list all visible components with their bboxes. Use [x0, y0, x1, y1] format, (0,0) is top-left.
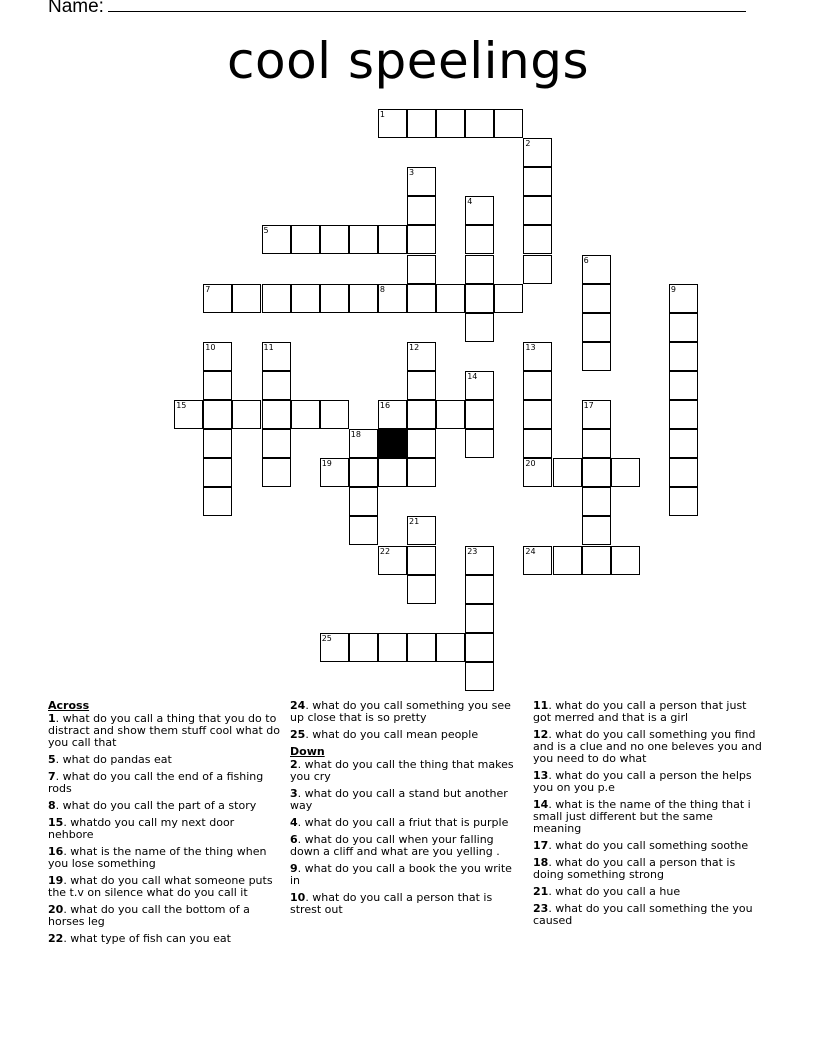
clue-text: . what do you call the bottom of a horses leg	[48, 903, 250, 928]
clue-number: 22	[48, 932, 64, 945]
clue-text: . what do you call a thing that you do to distract and show them stuff cool what do you call that	[48, 712, 280, 749]
cell-number: 24	[525, 546, 536, 556]
clue-text: . what do you call a friut that is purple	[297, 816, 509, 829]
cell-number: 20	[525, 459, 536, 469]
clue-number: 19	[48, 874, 64, 887]
clue-item	[48, 875, 280, 899]
grid-cell[interactable]	[523, 400, 552, 429]
clue-item	[290, 788, 522, 812]
clue-item	[48, 754, 280, 766]
clue-text: . what do you call something the you caused	[533, 902, 753, 927]
grid-cell[interactable]	[611, 458, 640, 487]
across-heading: Across	[48, 699, 90, 712]
grid-cell[interactable]	[320, 633, 349, 662]
grid-cell[interactable]	[378, 284, 407, 313]
grid-cell[interactable]	[669, 400, 698, 429]
grid-cell[interactable]	[407, 109, 436, 138]
grid-cell[interactable]	[669, 313, 698, 342]
grid-cell[interactable]	[582, 487, 611, 516]
grid-cell[interactable]	[407, 371, 436, 400]
grid-cell[interactable]	[523, 342, 552, 371]
clue-text: . what do pandas eat	[55, 753, 172, 766]
grid-cell[interactable]	[407, 342, 436, 371]
grid-cell[interactable]	[582, 516, 611, 545]
clue-item	[48, 846, 280, 870]
clue-number: 25	[290, 728, 306, 741]
clue-text: . what do you call a person that is strest out	[290, 891, 493, 916]
grid-cell[interactable]	[553, 546, 582, 575]
grid-cell[interactable]	[262, 342, 291, 371]
clue-item	[533, 799, 763, 835]
clue-item	[48, 713, 280, 749]
cell-number: 6	[583, 255, 589, 265]
clue-text: . what do you call mean people	[305, 728, 479, 741]
cell-number: 8	[379, 284, 385, 294]
grid-cell[interactable]	[203, 429, 232, 458]
clue-number: 21	[533, 885, 549, 898]
clue-number: 4	[290, 816, 298, 829]
clue-text: . what do you call a book the you write in	[290, 862, 512, 887]
grid-cell[interactable]	[320, 284, 349, 313]
grid-cell[interactable]	[320, 400, 349, 429]
clue-number: 11	[533, 699, 549, 712]
grid-cell[interactable]	[262, 284, 291, 313]
clue-item	[48, 800, 280, 812]
cell-number: 4	[467, 197, 473, 207]
grid-cell[interactable]	[232, 284, 261, 313]
cell-number: 9	[670, 284, 676, 294]
clue-item	[48, 904, 280, 928]
grid-cell[interactable]	[465, 633, 494, 662]
grid-cell[interactable]	[291, 400, 320, 429]
grid-cell[interactable]	[436, 109, 465, 138]
grid-cell[interactable]	[465, 400, 494, 429]
clue-text: . whatdo you call my next door nehbore	[48, 816, 235, 841]
grid-cell[interactable]	[465, 546, 494, 575]
grid-cell[interactable]	[669, 371, 698, 400]
grid-cell[interactable]	[378, 400, 407, 429]
clue-text: . what do you call when your falling down a cliff and what are you yelling .	[290, 833, 500, 858]
grid-cell[interactable]	[378, 458, 407, 487]
grid-cell[interactable]	[465, 284, 494, 313]
grid-cell[interactable]	[553, 458, 582, 487]
clue-number: 5	[48, 753, 56, 766]
grid-cell[interactable]	[320, 458, 349, 487]
clue-text: . what do you call the thing that makes you cry	[290, 758, 514, 783]
grid-cell[interactable]	[349, 429, 378, 458]
clue-text: . what is the name of the thing that i small just different but the same meaning	[533, 798, 751, 835]
clue-number: 1	[48, 712, 56, 725]
clue-item	[533, 729, 763, 765]
grid-cell[interactable]	[203, 342, 232, 371]
grid-cell[interactable]	[669, 458, 698, 487]
clue-number: 3	[290, 787, 298, 800]
cell-number: 14	[467, 371, 478, 381]
cell-number: 21	[409, 517, 420, 527]
grid-cell[interactable]	[407, 255, 436, 284]
clue-text: . what type of fish can you eat	[63, 932, 231, 945]
grid-cell[interactable]	[407, 196, 436, 225]
grid-cell[interactable]	[203, 487, 232, 516]
clue-number: 15	[48, 816, 64, 829]
cell-number: 18	[350, 430, 361, 440]
clue-item	[290, 759, 522, 783]
grid-cell[interactable]	[349, 487, 378, 516]
grid-cell[interactable]	[378, 633, 407, 662]
grid-cell[interactable]	[407, 429, 436, 458]
clue-text: . what is the name of the thing when you lose something	[48, 845, 267, 870]
grid-cell[interactable]	[349, 458, 378, 487]
grid-cell[interactable]	[232, 400, 261, 429]
clue-item	[290, 729, 522, 741]
cell-number: 2	[525, 139, 531, 149]
grid-cell[interactable]	[349, 633, 378, 662]
clue-number: 20	[48, 903, 64, 916]
grid-cell[interactable]	[523, 546, 552, 575]
grid-cell[interactable]	[378, 546, 407, 575]
clues-column-3	[533, 700, 763, 932]
grid-cell[interactable]	[523, 138, 552, 167]
grid-cell[interactable]	[203, 458, 232, 487]
clue-number: 24	[290, 699, 306, 712]
grid-cell[interactable]	[320, 225, 349, 254]
clue-item	[533, 700, 763, 724]
grid-cell[interactable]	[582, 400, 611, 429]
grid-cell[interactable]	[523, 429, 552, 458]
cell-number: 3	[409, 168, 415, 178]
grid-cell[interactable]	[523, 458, 552, 487]
clue-item	[533, 770, 763, 794]
grid-cell[interactable]	[669, 429, 698, 458]
clue-text: . what do you call a person that just got merred and that is a girl	[533, 699, 747, 724]
grid-cell[interactable]	[407, 167, 436, 196]
clue-text: . what do you call a person the helps you on you p.e	[533, 769, 752, 794]
clue-number: 16	[48, 845, 64, 858]
grid-cell[interactable]	[349, 516, 378, 545]
grid-cell[interactable]	[407, 516, 436, 545]
grid-cell[interactable]	[407, 284, 436, 313]
grid-cell[interactable]	[582, 255, 611, 284]
grid-cell[interactable]	[436, 633, 465, 662]
clue-item	[290, 834, 522, 858]
cell-number: 1	[379, 110, 385, 119]
grid-cell[interactable]	[407, 225, 436, 254]
clues-column-1	[48, 700, 280, 950]
grid-cell[interactable]	[523, 255, 552, 284]
grid-cell[interactable]	[349, 225, 378, 254]
grid-cell[interactable]	[203, 284, 232, 313]
cell-number: 15	[176, 401, 187, 410]
clue-text: . what do you call the end of a fishing rods	[48, 770, 264, 795]
grid-cell[interactable]	[523, 225, 552, 254]
cell-number: 22	[379, 546, 391, 556]
grid-cell[interactable]	[523, 167, 552, 196]
grid-cell[interactable]	[582, 458, 611, 487]
grid-cell[interactable]	[407, 546, 436, 575]
grid-cell[interactable]	[669, 487, 698, 516]
grid-cell[interactable]	[174, 400, 203, 429]
grid-cell[interactable]	[582, 313, 611, 342]
grid-cell[interactable]	[262, 429, 291, 458]
clue-text: . what do you call a stand but another way	[290, 787, 508, 812]
clue-number: 17	[533, 839, 549, 852]
grid-cell[interactable]	[582, 546, 611, 575]
clue-text: . what do you call a hue	[548, 885, 681, 898]
clue-text: . what do you call something you see up close that is so pretty	[290, 699, 511, 724]
grid-cell[interactable]	[465, 109, 494, 138]
clues-column-2	[290, 700, 522, 921]
grid-cell[interactable]	[465, 662, 494, 691]
cell-number: 7	[205, 284, 211, 294]
cell-number: 25	[321, 633, 332, 643]
grid-block	[378, 429, 407, 458]
grid-cell[interactable]	[436, 400, 465, 429]
clue-item	[290, 817, 522, 829]
grid-cell[interactable]	[465, 225, 494, 254]
grid-cell[interactable]	[436, 284, 465, 313]
clue-item	[48, 771, 280, 795]
clue-number: 8	[48, 799, 56, 812]
grid-cell[interactable]	[669, 284, 698, 313]
grid-cell[interactable]	[494, 284, 523, 313]
clue-number: 13	[533, 769, 549, 782]
clue-item	[290, 700, 522, 724]
grid-cell[interactable]	[494, 109, 523, 138]
grid-cell[interactable]	[203, 400, 232, 429]
grid-cell[interactable]	[465, 313, 494, 342]
cell-number: 11	[263, 342, 274, 352]
grid-cell[interactable]	[582, 429, 611, 458]
clue-text: . what do you call something you find and is a clue and no one beleves you and you need to do what	[533, 728, 762, 765]
clue-number: 14	[533, 798, 549, 811]
grid-cell[interactable]	[465, 429, 494, 458]
grid-cell[interactable]	[378, 109, 407, 138]
grid-cell[interactable]	[262, 400, 291, 429]
cell-number: 13	[525, 342, 536, 352]
clue-item	[533, 840, 763, 852]
grid-cell[interactable]	[611, 546, 640, 575]
grid-cell[interactable]	[465, 255, 494, 284]
cell-number: 17	[583, 401, 594, 410]
clue-item	[290, 892, 522, 916]
cell-number: 16	[379, 401, 391, 410]
grid-cell[interactable]	[407, 575, 436, 604]
grid-cell[interactable]	[291, 225, 320, 254]
grid-cell[interactable]	[465, 371, 494, 400]
clue-item	[48, 817, 280, 841]
grid-cell[interactable]	[378, 225, 407, 254]
cell-number: 12	[409, 342, 420, 352]
clue-number: 9	[290, 862, 298, 875]
grid-cell[interactable]	[523, 371, 552, 400]
grid-cell[interactable]	[669, 342, 698, 371]
cell-number: 19	[321, 459, 332, 469]
grid-cell[interactable]	[465, 575, 494, 604]
clue-number: 18	[533, 856, 549, 869]
clue-item	[290, 863, 522, 887]
grid-cell[interactable]	[262, 371, 291, 400]
grid-cell[interactable]	[262, 458, 291, 487]
clue-item	[533, 903, 763, 927]
grid-cell[interactable]	[407, 633, 436, 662]
grid-cell[interactable]	[407, 458, 436, 487]
puzzle-title: cool speelings	[226, 32, 590, 90]
grid-cell[interactable]	[349, 284, 378, 313]
clue-item	[533, 886, 763, 898]
clue-number: 2	[290, 758, 298, 771]
clue-text: . what do you call what someone puts the t.v on silence what do you call it	[48, 874, 273, 899]
grid-cell[interactable]	[582, 342, 611, 371]
cell-number: 23	[467, 546, 478, 556]
grid-cell[interactable]	[465, 604, 494, 633]
down-heading: Down	[290, 745, 325, 758]
cell-number: 10	[205, 342, 216, 352]
clue-item	[533, 857, 763, 881]
grid-cell[interactable]	[465, 196, 494, 225]
clue-number: 7	[48, 770, 56, 783]
grid-cell[interactable]	[582, 284, 611, 313]
cell-number: 5	[263, 226, 269, 236]
grid-cell[interactable]	[523, 196, 552, 225]
name-label: Name:	[48, 0, 104, 17]
clue-number: 6	[290, 833, 298, 846]
grid-cell[interactable]	[291, 284, 320, 313]
clue-text: . what do you call a person that is doing something strong	[533, 856, 736, 881]
clue-number: 23	[533, 902, 549, 915]
clue-text: . what do you call the part of a story	[55, 799, 257, 812]
grid-cell[interactable]	[407, 400, 436, 429]
grid-cell[interactable]	[262, 225, 291, 254]
grid-cell[interactable]	[203, 371, 232, 400]
clue-text: . what do you call something soothe	[548, 839, 749, 852]
clue-number: 12	[533, 728, 549, 741]
clue-number: 10	[290, 891, 306, 904]
clue-item	[48, 933, 280, 945]
